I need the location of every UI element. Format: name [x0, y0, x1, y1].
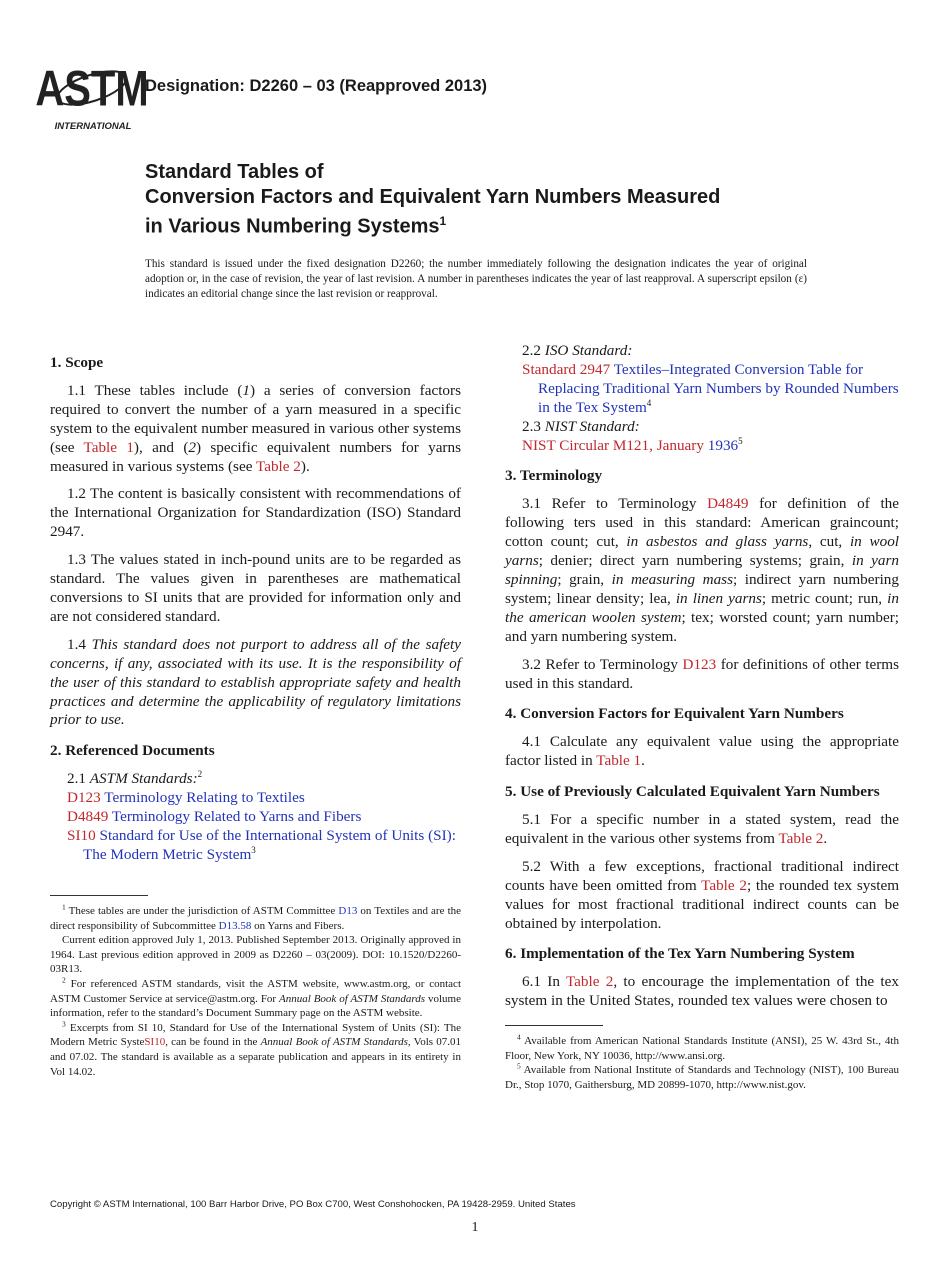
link[interactable]: Table 2 [255, 457, 301, 475]
footnote-mark: 2 [197, 769, 203, 780]
copyright: Copyright © ASTM International, 100 Barr Harbor Drive, PO Box C700, West Conshohocken, PA 19428-2959. United States [50, 1199, 576, 1210]
link[interactable]: Table 1 [83, 438, 134, 456]
astm-logo [35, 58, 149, 132]
text: for definitions of other terms used in this standard. [505, 655, 899, 692]
link[interactable]: Table 2 [701, 876, 747, 894]
text: ), and ( [133, 438, 189, 456]
section-heading [505, 467, 899, 486]
paragraph [50, 770, 461, 789]
paragraph [50, 1021, 461, 1079]
svg-text:ASTM: ASTM [35, 60, 149, 117]
footnote-divider [505, 1025, 603, 1026]
text: NIST Standard: [544, 417, 640, 435]
reference-item [50, 808, 461, 827]
text: on Yarns and Fibers. [251, 919, 345, 932]
paragraph [50, 636, 461, 731]
reference-item [50, 789, 461, 808]
text: , Vols 07.01 and 07.02. The standard is available as a separate publication and appears in its entirety in Vol 14.02. [50, 1036, 462, 1078]
link[interactable]: Table 2 [778, 829, 824, 847]
text: 3.1 Refer to Terminology [522, 495, 708, 513]
link[interactable]: NIST Circular M121, January [522, 436, 708, 454]
text: in wool yarns [505, 533, 900, 570]
svg-text:INTERNATIONAL: INTERNATIONAL [54, 121, 132, 132]
footnote-mark[interactable]: 1 [439, 214, 447, 228]
text: 2 [188, 438, 196, 456]
text: 3.2 Refer to Terminology [522, 655, 683, 673]
paragraph [505, 973, 899, 1011]
text: 2.1 [67, 770, 90, 788]
text: These tables are under the jurisdiction of ASTM Committee [65, 905, 339, 917]
text: 5.1 For a specific number in a stated system, read the equivalent in the various other systems from [505, 811, 899, 847]
text: ; the rounded tex system values for most fractional traditional indirect counts can be obtained by interpolation. [505, 876, 900, 932]
text: Annual Book of ASTM Standards [279, 992, 426, 1005]
paragraph [505, 811, 899, 849]
footnote-divider [50, 895, 148, 896]
link[interactable]: D123 [67, 789, 101, 807]
text: . [641, 752, 645, 770]
paragraph [505, 495, 899, 646]
link[interactable]: D13.58 [218, 919, 252, 932]
text: in yarn spinning [505, 552, 899, 588]
text: 6.1 In [522, 973, 566, 991]
footnote-mark: 3 [251, 844, 256, 855]
link[interactable]: Standard for Use of the International System of Units (SI): The Modern Metric System [83, 826, 456, 863]
paragraph [50, 977, 461, 1021]
text: Current edition approved July 1, 2013. Published September 2013. Originally approved in 1964. Last previous edition approved in 2009 as D2260 – 03(2009). DOI: 10.1520/D2260-03R13. [50, 934, 461, 976]
text: ISO Standard: [544, 342, 633, 359]
link[interactable]: Table 1 [596, 752, 642, 770]
section-heading [505, 945, 899, 964]
footnote-mark: 5 [738, 435, 743, 446]
right-column [505, 342, 899, 1020]
title-line: Standard Tables of [145, 161, 324, 183]
link[interactable]: SI10 [144, 1036, 166, 1049]
text: for definition of the following ters used in this standard: American graincount; cotton count; cut, [505, 495, 899, 551]
section-heading [50, 742, 461, 761]
text: on Textiles and are the direct responsibility of Subcommittee [50, 905, 462, 932]
link[interactable]: Textiles–Integrated Conversion Table for Replacing Traditional Yarn Numbers by Rounded Numbers in the Tex System [538, 360, 899, 416]
link[interactable]: Standard 2947 [522, 360, 611, 378]
document-title [145, 160, 845, 239]
paragraph [50, 933, 461, 977]
footnote-mark: 2 [62, 975, 66, 985]
text: ; metric count; run, [761, 589, 888, 607]
page-number: 1 [471, 1220, 479, 1235]
link[interactable]: D4849 [67, 808, 109, 826]
text: 4.1 Calculate any equivalent value using the appropriate factor listed in [505, 733, 899, 770]
text: , cut, [808, 533, 850, 551]
paragraph [505, 733, 899, 771]
text: 1.2 The content is basically consistent with recommendations of the International Organization for Standardization (ISO) Standard 2947. [50, 485, 461, 541]
paragraph [505, 1034, 899, 1063]
text: 1. Scope [50, 354, 104, 371]
footnotes-left [50, 904, 461, 1079]
text: ; denier; direct yarn numbering systems; grain, [538, 552, 852, 570]
title-text: in Various Numbering Systems [145, 215, 440, 238]
text: 2.3 [522, 417, 545, 435]
footnote-mark: 3 [62, 1019, 66, 1029]
text: 3. Terminology [505, 467, 603, 485]
link[interactable]: SI10 [67, 826, 96, 844]
text: ). [300, 457, 310, 475]
section-heading [505, 705, 899, 724]
footnote-mark: 4 [517, 1032, 521, 1042]
paragraph [50, 904, 461, 933]
text: Available from National Institute of Standards and Technology (NIST), 100 Bureau Dr., Stop 1070, Gaithersburg, MD 20899-1070, http://www.nist.gov. [505, 1064, 899, 1091]
link[interactable]: Table 2 [565, 973, 614, 991]
text: ; grain, [557, 570, 612, 588]
text: 2.2 [522, 342, 545, 359]
text: For referenced ASTM standards, visit the ASTM website, www.astm.org, or contact ASTM Customer Service at service@astm.org. For [50, 977, 461, 1005]
paragraph [50, 382, 461, 477]
reference-item [50, 827, 461, 865]
text: ; indirect yarn numbering system; linear density; lea, [505, 570, 899, 607]
left-column [50, 342, 461, 865]
link[interactable]: D123 [682, 655, 717, 673]
reference-item [505, 361, 899, 418]
text: in measuring mass [611, 570, 733, 588]
reference-item [505, 437, 899, 456]
section-heading [505, 783, 899, 802]
footnote-mark: 1 [62, 902, 66, 912]
paragraph [505, 418, 899, 437]
text: 2. Referenced Documents [50, 742, 215, 760]
text: , to encourage the implementation of the tex system in the United States, rounded tex values were chosen to [505, 973, 899, 1010]
footnote-mark: 5 [517, 1061, 521, 1071]
paragraph [50, 551, 461, 627]
text: 1.4 [67, 635, 92, 653]
link[interactable]: 1936 [707, 436, 739, 454]
paragraph [505, 858, 899, 934]
text: 1 [242, 381, 250, 399]
section-heading [50, 354, 461, 373]
text: volume information, refer to the standard’s Document Summary page on the ASTM website. [50, 992, 461, 1020]
text: 1.3 The values stated in inch-pound units are to be regarded as standard. The values given in parentheses are mathematical conversions to SI units that are provided for information only and are not considered standard. [50, 551, 461, 625]
paragraph [505, 1063, 899, 1092]
text: ) a series of conversion factors required to convert the number of a yarn measured in a specific system to the equivalent number measured in various other systems (see [50, 381, 461, 456]
text: 1.1 These tables include ( [67, 381, 243, 399]
paragraph [505, 656, 899, 694]
text: in asbestos and glass yarns [626, 533, 809, 551]
text: 5.2 With a few exceptions, fractional traditional indirect counts have been omitted from [505, 857, 899, 894]
designation: Designation: D2260 – 03 (Reapproved 2013) [145, 77, 488, 95]
title-line: Conversion Factors and Equivalent Yarn Numbers Measured [145, 185, 721, 208]
text: This standard does not purport to address all of the safety concerns, if any, associated with its use. It is the responsibility of the user of this standard to establish appropriate safety and health practices and determine the applicability of regulatory limitations prior to use. [50, 635, 462, 729]
text: in the american woolen system [505, 589, 899, 626]
paragraph [505, 342, 899, 361]
text: 5. Use of Previously Calculated Equivalent Yarn Numbers [505, 783, 880, 801]
link[interactable]: D4849 [707, 495, 749, 513]
text: Available from American National Standards Institute (ANSI), 25 W. 43rd St., 4th Floor, New York, NY 10036, http://www.ansi.org. [505, 1035, 899, 1062]
text: 4. Conversion Factors for Equivalent Yarn Numbers [505, 705, 844, 723]
title-line [145, 209, 845, 239]
text: , can be found in the [165, 1036, 261, 1049]
text: Excerpts from SI 10, Standard for Use of the International System of Units (SI): The Modern Metric Syste [50, 1021, 461, 1049]
link[interactable]: D13 [338, 905, 358, 917]
text: 6. Implementation of the Tex Yarn Numbering System [505, 945, 855, 963]
text: ASTM Standards: [89, 770, 198, 788]
text: . [823, 829, 828, 847]
link[interactable]: Terminology Related to Yarns and Fibers [108, 808, 362, 826]
abstract: This standard is issued under the fixed designation D2260; the number immediately following the designation indicates the year of original adoption or, in the case of revision, the year of last revision. A number in parentheses indicates the year of last reapproval. A superscript epsilon (ε) indicates an editorial change since the last revision or reapproval. [145, 258, 807, 300]
footnotes-right [505, 1034, 899, 1092]
footnote-mark: 4 [646, 397, 652, 408]
paragraph [50, 485, 461, 542]
text: in linen yarns [675, 589, 762, 607]
text: ) specific equivalent numbers for yarns measured in various systems (see [50, 438, 461, 475]
text: Annual Book of ASTM Standards [260, 1036, 408, 1049]
link[interactable]: Terminology Relating to Textiles [100, 789, 305, 807]
text: ; tex; worsted count; yarn number; and yarn numbering system. [505, 608, 899, 645]
